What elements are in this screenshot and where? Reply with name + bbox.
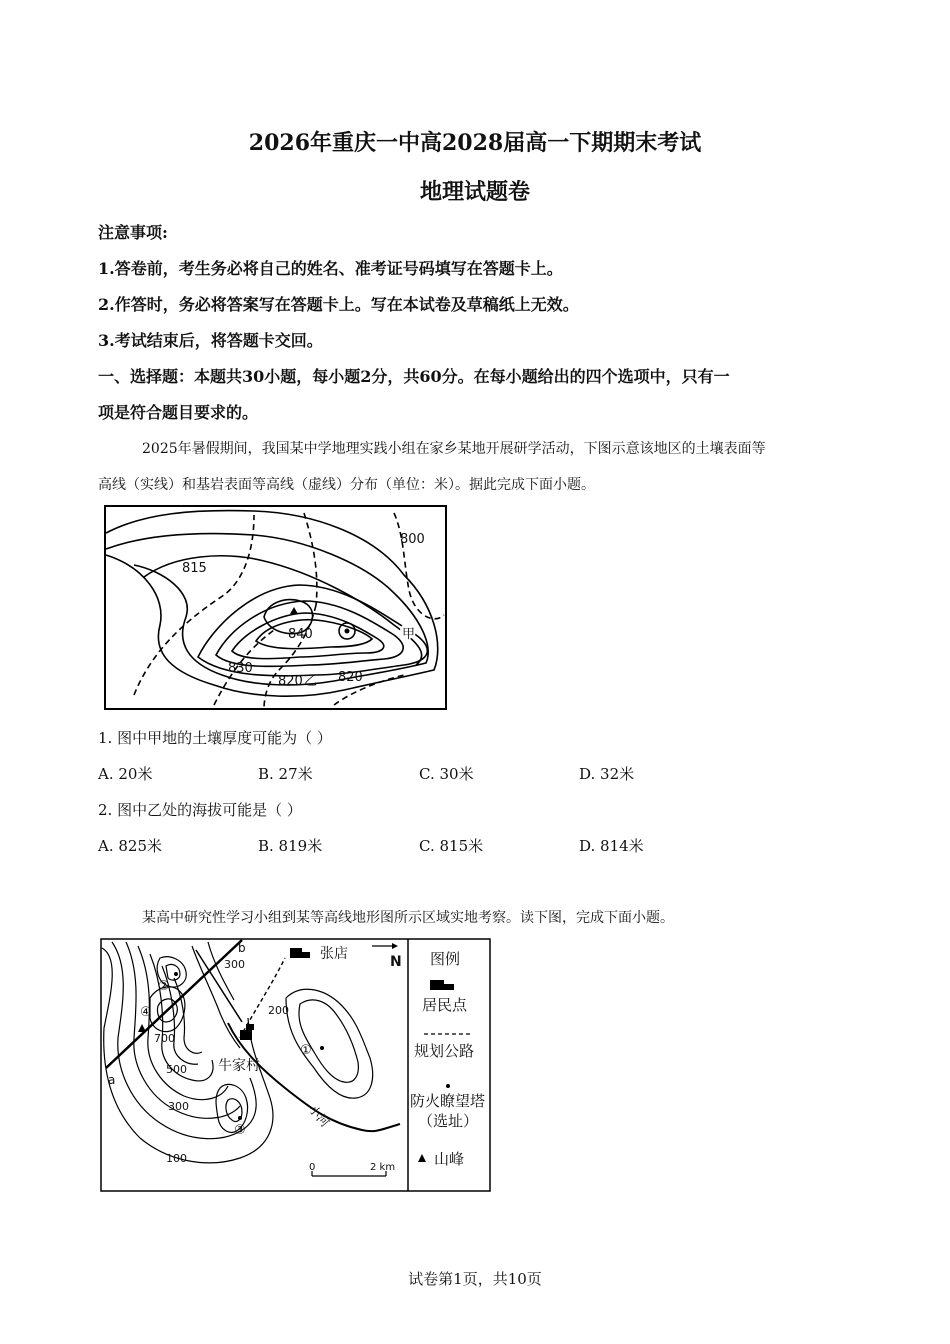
notice-item-2: 2.作答时，务必将答案写在答题卡上。写在本试卷及草稿纸上无效。 [98,295,579,314]
legend-settlement: 居民点 [422,996,468,1014]
page-footer: 试卷第1页，共10页 [408,1270,542,1288]
legend-title: 图例 [430,950,461,968]
map2-label-100: 100 [166,1152,187,1165]
map1-label-800: 800 [400,532,425,547]
fire-tower-icon [446,1084,450,1088]
map2-north-label: N [390,954,402,970]
map2-label-site-4: ④ [140,1005,152,1020]
passage2-line1: 某高中研究性学习小组到某等高线地形图所示区域实地考察。读下图，完成下面小题。 [142,910,674,926]
question-1-option-d[interactable]: D. 32米 [579,765,635,783]
notice-item-3: 3.考试结束后，将答题卡交回。 [98,331,323,350]
question-1-option-a[interactable]: A. 20米 [98,765,153,783]
peak-icon [418,1154,426,1162]
map2-label-site-2: ② [158,979,170,994]
question-1-option-b[interactable]: B. 27米 [258,765,313,783]
map2-label-river: 小河 [305,1102,333,1130]
map2-label-300-bottom: 300 [168,1100,189,1113]
question-1-option-c[interactable]: C. 30米 [419,765,474,783]
map1-label-jia: 甲 [402,627,416,642]
topographic-map-field-study [100,938,492,1193]
contour-map-soil-bedrock [104,505,449,711]
legend-tower-line1: 防火瞭望塔 [410,1092,486,1110]
map2-label-300-top: 300 [224,958,245,971]
question-1-stem: 1. 图中甲地的土壤厚度可能为（ ） [98,729,332,747]
question-2-option-b[interactable]: B. 819米 [258,837,323,855]
map1-label-820-left: 820 [278,674,303,689]
map2-label-site-1: ① [300,1043,312,1058]
settlement-icon [430,980,444,990]
map1-label-840: 840 [288,627,313,642]
map2-scale-zero: 0 [309,1162,316,1173]
legend-tower-line2: （选址） [418,1112,479,1130]
map2-label-700: 700 [154,1032,175,1045]
question-2-stem: 2. 图中乙处的海拔可能是（ ） [98,801,302,819]
map1-label-yi: 乙 [304,674,318,689]
notice-heading: 注意事项: [98,223,168,242]
map2-label-a: a [108,1073,116,1087]
notice-item-1: 1.答卷前，考生务必将自己的姓名、准考证号码填写在答题卡上。 [98,259,563,278]
map2-scale-2km: 2 km [370,1162,396,1173]
map2-label-200: 200 [268,1004,289,1017]
map2-label-niujiacun: 牛家村 [218,1058,260,1074]
passage1-line1: 2025年暑假期间，我国某中学地理实践小组在家乡某地开展研学活动，下图示意该地区的土壤表面等 [142,441,766,457]
passage1-line2: 高线（实线）和基岩表面等高线（虚线）分布（单位：米）。据此完成下面小题。 [98,477,595,493]
map2-label-site-3: ③ [234,1123,246,1138]
map2-label-500: 500 [166,1063,187,1076]
map2-label-zhangdian: 张店 [320,946,348,962]
legend-road: 规划公路 [414,1042,475,1060]
exam-title: 2026年重庆一中高2028届高一下期期末考试 [248,130,702,156]
question-2-option-c[interactable]: C. 815米 [419,837,484,855]
question-2-option-d[interactable]: D. 814米 [579,837,644,855]
question-2-option-a[interactable]: A. 825米 [98,837,162,855]
map1-label-820-right: 820 [338,670,363,685]
section-heading-line2: 项是符合题目要求的。 [98,403,259,422]
legend-peak: 山峰 [434,1150,465,1168]
exam-subtitle: 地理试题卷 [419,179,530,205]
map1-label-815: 815 [182,561,207,576]
map2-label-b: b [238,941,246,955]
section-heading-line1: 一、选择题：本题共30小题，每小题2分，共60分。在每小题给出的四个选项中，只有一 [98,367,730,386]
map1-label-830: 830 [228,661,253,676]
